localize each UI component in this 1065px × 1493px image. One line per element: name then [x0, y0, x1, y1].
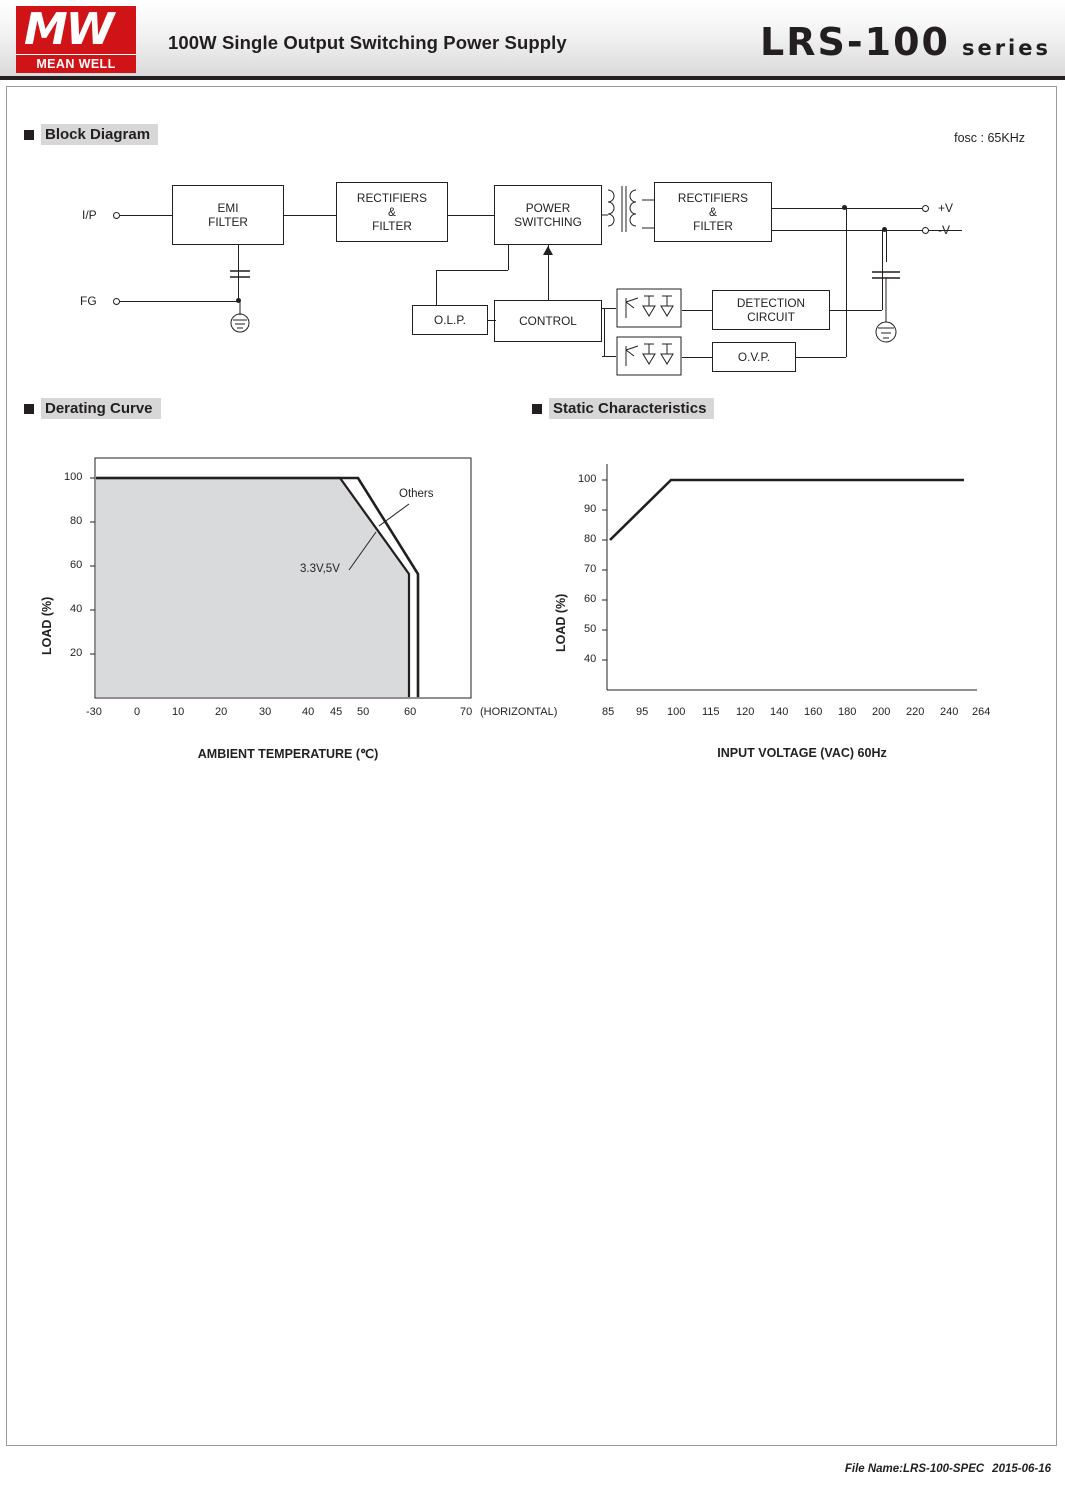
section-title-derating-curve	[24, 398, 161, 419]
fosc-label: fosc : 65KHz	[954, 131, 1025, 145]
section-bullet-icon	[532, 404, 542, 414]
product-subtitle: 100W Single Output Switching Power Supply	[168, 32, 567, 53]
terminal-vminus-dot	[922, 227, 929, 234]
optocoupler-upper-symbol	[616, 288, 682, 328]
logo-name-box	[16, 54, 136, 73]
static-xtick-95: 95	[636, 706, 649, 718]
derating-ytick-100: 100	[64, 471, 83, 483]
derating-xtick-45: 45	[330, 706, 343, 718]
block-detection-circuit: DETECTION CIRCUIT	[712, 290, 830, 330]
terminal-label-vplus: +V	[938, 201, 954, 215]
section-bullet-icon	[24, 130, 34, 140]
derating-xtick-40: 40	[302, 706, 315, 718]
wire-olp-up	[436, 270, 437, 305]
wire-out-minus	[772, 230, 962, 231]
capacitor-and-earth-primary	[220, 263, 260, 333]
static-xtick-200: 200	[872, 706, 891, 718]
static-ytick-70: 70	[584, 563, 597, 575]
block-power-switching: POWER SWITCHING	[494, 185, 602, 245]
derating-annotation-others: Others	[399, 488, 434, 500]
arrow-control-to-switching	[542, 246, 556, 260]
static-xtick-140: 140	[770, 706, 789, 718]
derating-annotation-3v3-5v: 3.3V,5V	[300, 563, 340, 575]
logo-mark-text: MW	[24, 6, 113, 54]
terminal-fg-dot	[113, 298, 120, 305]
static-ylabel: LOAD (%)	[554, 593, 568, 652]
block-control: CONTROL	[494, 300, 602, 342]
wire-opto-bus	[604, 308, 605, 356]
static-xtick-180: 180	[838, 706, 857, 718]
derating-xtick-horizontal-note: (HORIZONTAL)	[480, 706, 558, 718]
wire-ovp-to-opto	[682, 357, 712, 358]
wire-ovp-to-output	[796, 357, 846, 358]
static-ytick-90: 90	[584, 503, 597, 515]
wire-control-to-opto2	[602, 356, 616, 357]
derating-xtick-20: 20	[215, 706, 228, 718]
optocoupler-lower-symbol	[616, 336, 682, 376]
footer-date: 2015-06-16	[992, 1463, 1051, 1475]
static-xtick-115: 115	[702, 706, 720, 718]
chart-derating-curve	[28, 440, 558, 780]
derating-ylabel: LOAD (%)	[40, 596, 54, 655]
derating-xtick-10: 10	[172, 706, 185, 718]
capacitor-and-earth-secondary	[866, 260, 906, 352]
section-title-text: Block Diagram	[41, 124, 158, 145]
static-xtick-85: 85	[602, 706, 615, 718]
static-ytick-80: 80	[584, 533, 597, 545]
section-title-static-characteristics	[532, 398, 714, 419]
wire-out-plus	[772, 208, 922, 209]
static-xtick-240: 240	[940, 706, 959, 718]
derating-xtick-0: 0	[134, 706, 141, 718]
derating-ytick-40: 40	[70, 603, 83, 615]
product-model: LRS-100	[760, 20, 950, 64]
wire-emi-to-rect1	[284, 215, 336, 216]
product-series: series	[961, 36, 1051, 60]
footer-file-name: File Name:LRS-100-SPEC	[844, 1463, 985, 1475]
terminal-vplus-dot	[922, 205, 929, 212]
terminal-ip-dot	[113, 212, 120, 219]
derating-ytick-80: 80	[70, 515, 83, 527]
product-model-block	[760, 20, 1051, 64]
wire-olp-to-switching	[436, 270, 508, 271]
meanwell-logo	[16, 6, 136, 72]
derating-xtick-n30: -30	[86, 706, 102, 718]
static-xtick-100: 100	[667, 706, 686, 718]
static-ytick-50: 50	[584, 623, 597, 635]
static-xtick-220: 220	[906, 706, 925, 718]
wire-detection-tap	[882, 230, 883, 310]
derating-ytick-60: 60	[70, 559, 83, 571]
derating-xtick-50: 50	[357, 706, 370, 718]
derating-xtick-70: 70	[460, 706, 473, 718]
static-xtick-264: 264	[972, 706, 991, 718]
derating-ytick-20: 20	[70, 647, 83, 659]
terminal-label-ip: I/P	[82, 208, 97, 222]
section-title-text: Derating Curve	[41, 398, 161, 419]
wire-ip-to-emi	[120, 215, 172, 216]
transformer-symbol	[602, 180, 662, 250]
block-ovp: O.V.P.	[712, 342, 796, 372]
page-header	[0, 0, 1065, 84]
static-ytick-40: 40	[584, 653, 597, 665]
terminal-label-vminus: -V	[938, 223, 950, 237]
derating-xtick-30: 30	[259, 706, 272, 718]
derating-plot	[28, 440, 548, 730]
static-xtick-160: 160	[804, 706, 823, 718]
terminal-label-fg: FG	[80, 294, 97, 308]
page-footer	[845, 1463, 1051, 1475]
block-emi-filter: EMI FILTER	[172, 185, 284, 245]
wire-secondary-earth	[886, 230, 887, 262]
block-olp: O.L.P.	[412, 305, 488, 335]
block-rectifiers-filter-primary: RECTIFIERS & FILTER	[336, 182, 448, 242]
wire-rect1-to-switching	[448, 215, 494, 216]
wire-ovp-tap	[846, 208, 847, 357]
section-bullet-icon	[24, 404, 34, 414]
static-ytick-60: 60	[584, 593, 597, 605]
wire-olp-to-control	[488, 320, 496, 321]
static-plot	[532, 440, 1032, 730]
block-rectifiers-filter-secondary: RECTIFIERS & FILTER	[654, 182, 772, 242]
wire-detection-to-opto	[682, 310, 712, 311]
derating-xtick-60: 60	[404, 706, 417, 718]
derating-xlabel: AMBIENT TEMPERATURE (℃)	[197, 747, 379, 761]
static-xtick-120: 120	[736, 706, 755, 718]
static-ytick-100: 100	[578, 473, 597, 485]
chart-static-characteristics	[532, 440, 1032, 780]
static-xlabel: INPUT VOLTAGE (VAC) 60Hz	[717, 746, 887, 760]
logo-mark-box	[16, 6, 136, 54]
block-diagram	[60, 160, 1020, 380]
section-title-block-diagram	[24, 124, 158, 145]
wire-detection-to-output	[830, 310, 882, 311]
section-title-text: Static Characteristics	[549, 398, 714, 419]
header-divider	[0, 76, 1065, 80]
logo-name-text: MEAN WELL	[36, 57, 116, 71]
wire-switching-down	[508, 245, 509, 270]
